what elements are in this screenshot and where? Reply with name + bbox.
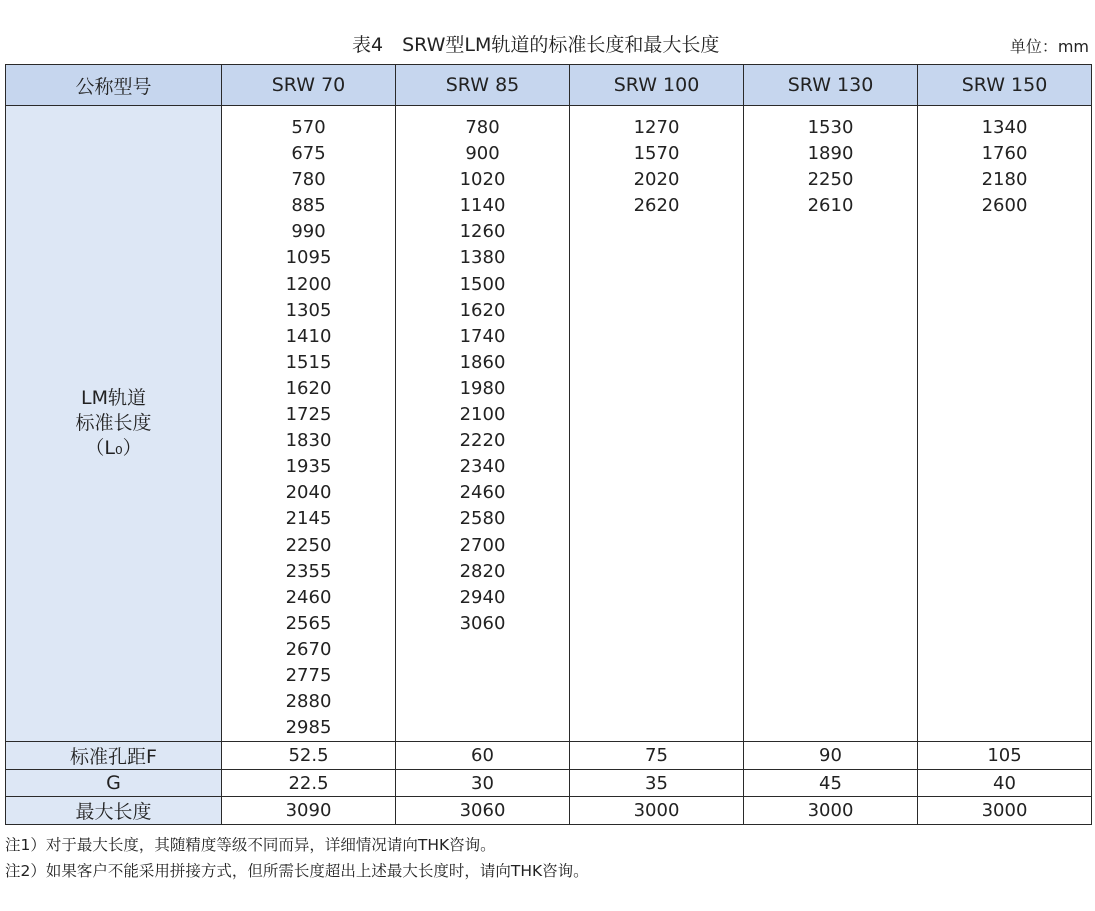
footnote-2: 注2）如果客户不能采用拼接方式，但所需长度超出上述最大长度时，请向THK咨询。: [5, 862, 589, 880]
length-value: 2600: [981, 195, 1028, 217]
length-value: 2355: [285, 560, 332, 582]
length-value: 1305: [285, 299, 332, 321]
length-value: 885: [291, 195, 326, 217]
length-value: 1725: [285, 404, 332, 426]
length-value: 1200: [285, 273, 332, 295]
max-length-row: [6, 797, 1092, 825]
length-value: 2620: [633, 195, 680, 217]
header-model-label: 公称型号: [6, 65, 222, 106]
length-value: 2565: [285, 612, 332, 634]
length-value: 2040: [285, 482, 332, 504]
length-value: 1935: [285, 456, 332, 478]
header-model-srw70: SRW 70: [222, 65, 396, 106]
length-value: 1760: [981, 143, 1028, 165]
unit-label: 单位：mm: [1009, 37, 1089, 56]
length-value: 2700: [459, 534, 506, 556]
length-value: 2340: [459, 456, 506, 478]
length-value: 1740: [459, 325, 506, 347]
pitch-value-srw70: 52.5: [222, 742, 396, 770]
g-value-srw100: 35: [570, 770, 744, 797]
max-length-srw130: 3000: [744, 797, 918, 825]
length-value: 1830: [285, 430, 332, 452]
header-model-srw100: SRW 100: [570, 65, 744, 106]
pitch-value-srw85: 60: [396, 742, 570, 770]
length-value: 2670: [285, 638, 332, 660]
length-value: 780: [465, 117, 500, 138]
length-value: 1620: [459, 299, 506, 321]
rail-length-table: [5, 64, 1092, 825]
length-value: 2250: [285, 534, 332, 556]
length-list: [222, 115, 395, 741]
length-value: 1890: [807, 143, 854, 165]
length-value: 1020: [459, 169, 506, 191]
length-value: 780: [291, 169, 326, 191]
length-value: 1620: [285, 377, 332, 399]
pitch-value-srw100: 75: [570, 742, 744, 770]
length-value: 2100: [459, 404, 506, 426]
lengths-cell-srw100: [570, 106, 744, 742]
footnotes: [5, 832, 589, 884]
standard-length-label: [6, 106, 222, 742]
length-value: 2250: [807, 169, 854, 191]
length-value: 2020: [633, 169, 680, 191]
length-value: 1260: [459, 221, 506, 243]
standard-length-text: 标准长度: [75, 412, 152, 435]
table-caption: [0, 30, 1095, 60]
header-row: [6, 65, 1092, 106]
length-value: 900: [465, 143, 500, 165]
length-value: 1380: [459, 247, 506, 269]
header-model-srw85: SRW 85: [396, 65, 570, 106]
length-value: 2985: [285, 717, 332, 739]
pitch-row: [6, 742, 1092, 770]
length-value: 570: [291, 117, 326, 138]
length-value: 1860: [459, 351, 506, 373]
lengths-cell-srw85: [396, 106, 570, 742]
pitch-value-srw130: 90: [744, 742, 918, 770]
length-value: 1500: [459, 273, 506, 295]
length-value: 2820: [459, 560, 506, 582]
length-value: 2460: [459, 482, 506, 504]
length-list: [918, 115, 1091, 219]
standard-length-row: [6, 106, 1092, 742]
footnote-1: 注1）对于最大长度，其随精度等级不同而异，详细情况请向THK咨询。: [5, 836, 496, 854]
header-model-srw150: SRW 150: [918, 65, 1092, 106]
lengths-cell-srw70: [222, 106, 396, 742]
length-value: 2775: [285, 664, 332, 686]
length-value: 3060: [459, 612, 506, 634]
length-value: 675: [291, 143, 326, 165]
length-list: [744, 115, 917, 219]
max-length-srw70: 3090: [222, 797, 396, 825]
length-value: 2610: [807, 195, 854, 217]
length-value: 1570: [633, 143, 680, 165]
header-model-srw130: SRW 130: [744, 65, 918, 106]
g-value-srw70: 22.5: [222, 770, 396, 797]
max-length-srw150: 3000: [918, 797, 1092, 825]
lm-rail-label: LM轨道: [81, 387, 146, 410]
length-value: 2940: [459, 586, 506, 608]
lengths-cell-srw130: [744, 106, 918, 742]
g-label: G: [6, 770, 222, 797]
max-length-srw85: 3060: [396, 797, 570, 825]
l0-symbol: （L₀）: [85, 437, 142, 460]
length-value: 1340: [981, 117, 1028, 138]
g-value-srw85: 30: [396, 770, 570, 797]
length-value: 2460: [285, 586, 332, 608]
g-value-srw150: 40: [918, 770, 1092, 797]
pitch-label: 标准孔距F: [6, 742, 222, 770]
length-value: 990: [291, 221, 326, 243]
g-row: [6, 770, 1092, 797]
table-title: 表4 SRW型LM轨道的标准长度和最大长度: [352, 34, 720, 56]
length-value: 1270: [633, 117, 680, 138]
length-value: 2145: [285, 508, 332, 530]
length-value: 2180: [981, 169, 1028, 191]
length-list: [570, 115, 743, 219]
length-value: 1410: [285, 325, 332, 347]
lengths-cell-srw150: [918, 106, 1092, 742]
length-value: 2580: [459, 508, 506, 530]
length-value: 1980: [459, 377, 506, 399]
length-list: [396, 115, 569, 637]
max-length-label: 最大长度: [6, 797, 222, 825]
length-value: 1140: [459, 195, 506, 217]
length-value: 1095: [285, 247, 332, 269]
g-value-srw130: 45: [744, 770, 918, 797]
length-value: 2220: [459, 430, 506, 452]
length-value: 1530: [807, 117, 854, 138]
length-value: 1515: [285, 351, 332, 373]
max-length-srw100: 3000: [570, 797, 744, 825]
length-value: 2880: [285, 691, 332, 713]
pitch-value-srw150: 105: [918, 742, 1092, 770]
